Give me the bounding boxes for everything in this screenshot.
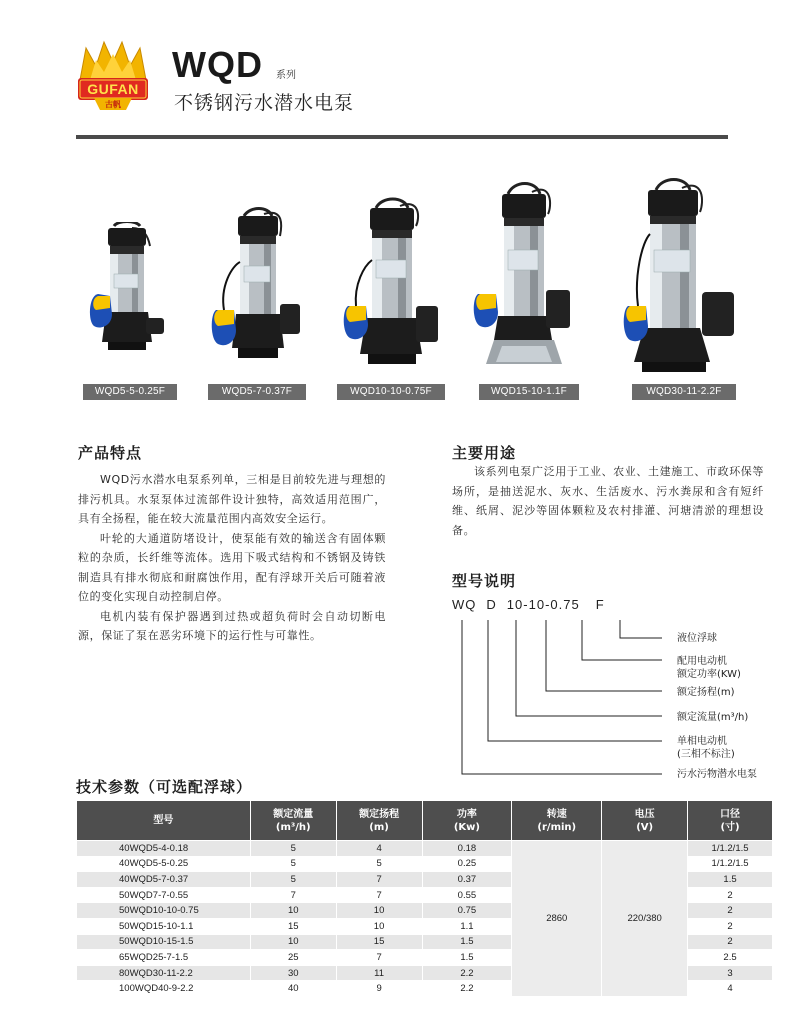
cell-power: 2.2 (422, 981, 512, 997)
product-label-4: WQD15-10-1.1F (479, 384, 579, 400)
page-subtitle: 不锈钢污水潜水电泵 (174, 92, 355, 114)
cell-model: 100WQD40-9-2.2 (77, 981, 251, 997)
header-line2: (r/min) (537, 821, 577, 833)
cell-model: 40WQD5-7-0.37 (77, 872, 251, 888)
cell-speed-merged: 2860 (512, 841, 602, 997)
spec-table-title: 技术参数（可选配浮球） (76, 778, 253, 796)
spec-table (76, 800, 773, 997)
code-part-flow: 10 (506, 597, 524, 612)
series-code: WQD (172, 44, 263, 85)
cell-caliber: 1/1.2/1.5 (688, 856, 773, 872)
product-pump-5 (620, 176, 742, 374)
cell-caliber: 2.5 (688, 950, 773, 966)
header-line1: 电压 (634, 808, 655, 820)
product-pump-2 (210, 206, 310, 374)
cell-head: 10 (336, 903, 422, 919)
legend-flow: 额定流量(m³/h) (677, 712, 749, 723)
logo-text: GUFAN (87, 81, 139, 97)
cell-head: 7 (336, 950, 422, 966)
cell-power: 1.5 (422, 950, 512, 966)
cell-flow: 7 (250, 887, 336, 903)
cell-flow: 5 (250, 856, 336, 872)
cell-model: 50WQD7-7-0.55 (77, 887, 251, 903)
legend-three-phase-note: (三相不标注) (677, 749, 735, 760)
cell-flow: 15 (250, 918, 336, 934)
col-header-head (336, 801, 422, 841)
features-text (78, 470, 386, 646)
cell-model: 50WQD15-10-1.1 (77, 918, 251, 934)
cell-flow: 30 (250, 965, 336, 981)
cell-power: 1.1 (422, 918, 512, 934)
model-explain-title: 型号说明 (452, 572, 517, 590)
cell-caliber: 1/1.2/1.5 (688, 841, 773, 857)
cell-model: 65WQD25-7-1.5 (77, 950, 251, 966)
product-label-2: WQD5-7-0.37F (208, 384, 306, 400)
code-part-head: 10 (528, 597, 546, 612)
usage-paragraph: 该系列电泵广泛用于工业、农业、土建施工、市政环保等场所，是抽送泥水、灰水、生活废水、污水粪尿和含有短纤维、纸屑、泥沙等固体颗粒及农村排灌、河塘清淤的理想设备。 (452, 465, 764, 537)
pump-image (472, 180, 582, 374)
header-divider (76, 135, 728, 139)
header-line2: (寸) (720, 821, 740, 833)
cell-power: 2.2 (422, 965, 512, 981)
features-title: 产品特点 (78, 444, 143, 462)
cell-caliber: 1.5 (688, 872, 773, 888)
cell-head: 5 (336, 856, 422, 872)
header-line1: 功率 (456, 808, 477, 820)
cell-model: 80WQD30-11-2.2 (77, 965, 251, 981)
table-header-row (77, 801, 773, 841)
cell-flow: 5 (250, 841, 336, 857)
cell-flow: 25 (250, 950, 336, 966)
cell-model: 40WQD5-4-0.18 (77, 841, 251, 857)
cell-caliber: 3 (688, 965, 773, 981)
header-line2: (V) (636, 821, 654, 833)
cell-caliber: 2 (688, 903, 773, 919)
header-line1: 口径 (720, 808, 741, 820)
cell-model: 50WQD10-15-1.5 (77, 934, 251, 950)
cell-head: 11 (336, 965, 422, 981)
legend-sewage-pump: 污水污物潜水电泵 (677, 769, 757, 780)
header-line2: (m) (369, 821, 389, 833)
product-label-5: WQD30-11-2.2F (632, 384, 736, 400)
cell-head: 7 (336, 872, 422, 888)
cell-flow: 10 (250, 934, 336, 950)
legend-head: 额定扬程(m) (677, 687, 735, 698)
cell-flow: 40 (250, 981, 336, 997)
header-line1: 转速 (546, 808, 567, 820)
legend-single-phase: 单相电动机 (677, 736, 727, 747)
cell-power: 0.75 (422, 903, 512, 919)
product-pump-1 (88, 222, 178, 372)
cell-head: 9 (336, 981, 422, 997)
product-pump-4 (472, 180, 582, 374)
pump-image (210, 206, 310, 374)
features-paragraph-1: WQD污水潜水电泵系列单，三相是目前较先进与理想的排污机具。水泵泵体过流部件设计独特，高效适用范围广，具有全扬程，能在较大流量范围内高效安全运行。 (78, 473, 386, 525)
code-part-dash-2: - (545, 597, 551, 612)
header-line1: 额定流量 (273, 808, 314, 820)
cell-caliber: 2 (688, 887, 773, 903)
features-paragraph-2: 叶轮的大通道防堵设计，使泵能有效的输送含有固体颗粒的杂质，长纤维等流体。选用下吸式结构和不锈钢及铸铁制造具有排水彻底和耐腐蚀作用，配有浮球开关后可随着液位的变化实现自动控制启停。 (78, 531, 386, 603)
header-line2: (m³/h) (275, 821, 311, 833)
cell-voltage-merged: 220/380 (602, 841, 688, 997)
cell-flow: 10 (250, 903, 336, 919)
code-part-series: WQ (452, 597, 477, 612)
product-pump-3 (340, 196, 450, 374)
usage-title: 主要用途 (452, 444, 517, 462)
col-header-speed (512, 801, 602, 841)
code-part-float: F (595, 597, 605, 612)
cell-caliber: 2 (688, 918, 773, 934)
cell-power: 0.25 (422, 856, 512, 872)
cell-caliber: 2 (688, 934, 773, 950)
cell-model: 40WQD5-5-0.25 (77, 856, 251, 872)
cell-power: 1.5 (422, 934, 512, 950)
legend-motor: 配用电动机 (677, 656, 727, 667)
brand-logo (76, 40, 150, 112)
cell-power: 0.55 (422, 887, 512, 903)
table-row (77, 841, 773, 857)
cell-head: 4 (336, 841, 422, 857)
features-paragraph-3: 电机内装有保护器遇到过热或超负荷时会自动切断电源，保证了泵在恶劣环境下的运行性与可靠性。 (78, 609, 386, 642)
legend-power: 额定功率(KW) (677, 669, 741, 680)
header-line1: 额定扬程 (359, 808, 400, 820)
cell-caliber: 4 (688, 981, 773, 997)
header-line1: 型号 (153, 815, 174, 826)
header-line2: (Kw) (453, 821, 480, 833)
code-part-dash-1: - (523, 597, 529, 612)
cell-model: 50WQD10-10-0.75 (77, 903, 251, 919)
series-suffix: 系列 (276, 70, 296, 81)
product-label-1: WQD5-5-0.25F (83, 384, 177, 400)
col-header-power (422, 801, 512, 841)
code-part-phase: D (486, 597, 497, 612)
col-header-model (77, 801, 251, 841)
cell-power: 0.18 (422, 841, 512, 857)
cell-flow: 5 (250, 872, 336, 888)
code-part-power: 0.75 (550, 597, 580, 612)
cell-head: 15 (336, 934, 422, 950)
pump-image (340, 196, 450, 374)
legend-float: 液位浮球 (677, 633, 717, 644)
col-header-voltage (602, 801, 688, 841)
usage-text (452, 462, 764, 540)
col-header-caliber (688, 801, 773, 841)
cell-head: 7 (336, 887, 422, 903)
col-header-flow (250, 801, 336, 841)
pump-image (620, 176, 742, 374)
cell-power: 0.37 (422, 872, 512, 888)
cell-head: 10 (336, 918, 422, 934)
logo-subtext: 古帆 (105, 100, 121, 109)
product-label-3: WQD10-10-0.75F (337, 384, 445, 400)
pump-image (88, 222, 178, 372)
